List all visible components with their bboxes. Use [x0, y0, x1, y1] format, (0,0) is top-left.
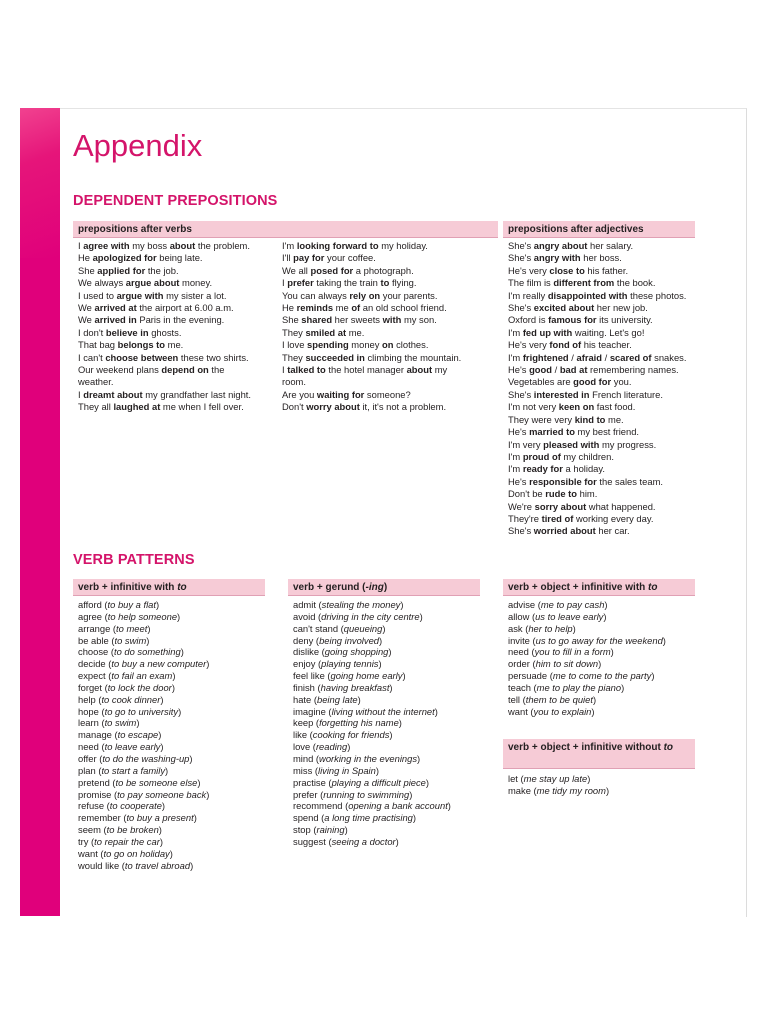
list-item: stop (raining): [293, 824, 348, 836]
list-item: practise (playing a difficult piece): [293, 776, 430, 788]
list-item: avoid (driving in the city centre): [293, 610, 423, 622]
list-item: dislike (going shopping): [293, 646, 392, 658]
list-item: Are you waiting for someone?: [282, 388, 411, 400]
list-item: She shared her sweets with my son.: [282, 314, 437, 326]
list-item: decide (to buy a new computer): [78, 658, 210, 670]
list-item: miss (living in Spain): [293, 764, 379, 776]
list-item: I don't believe in ghosts.: [78, 326, 182, 338]
list-item: help (to cook dinner): [78, 693, 164, 705]
list-item: They smiled at me.: [282, 326, 365, 338]
list-item: She applied for the job.: [78, 264, 179, 276]
list-item: We're sorry about what happened.: [508, 500, 656, 512]
list-item: I'm frightened / afraid / scared of snakes.: [508, 351, 687, 363]
list-item: expect (to fail an exam): [78, 670, 176, 682]
list-item: persuade (me to come to the party): [508, 670, 655, 682]
list-item: imagine (living without the internet): [293, 705, 438, 717]
list-item: Our weekend plans depend on the: [78, 364, 225, 376]
object-infinitive-without-to-list: [508, 773, 698, 797]
list-item: feel like (going home early): [293, 670, 406, 682]
list-item: He's married to my best friend.: [508, 426, 640, 438]
list-item: He's responsible for the sales team.: [508, 475, 663, 487]
list-item: choose (to do something): [78, 646, 184, 658]
list-item: I'm very pleased with my progress.: [508, 438, 657, 450]
list-item: hate (being late): [293, 693, 361, 705]
list-item: They succeeded in climbing the mountain.: [282, 351, 462, 363]
list-item: Vegetables are good for you.: [508, 376, 632, 388]
list-item: can't stand (queueing): [293, 622, 386, 634]
list-item: Oxford is famous for its university.: [508, 314, 653, 326]
list-item: teach (me to play the piano): [508, 681, 625, 693]
verbs-column-header: prepositions after verbs: [73, 221, 498, 238]
list-item: We arrived in Paris in the evening.: [78, 314, 225, 326]
list-item: I can't choose between these two shirts.: [78, 351, 249, 363]
verbs-list-col2: [282, 240, 497, 414]
list-item: I'm looking forward to my holiday.: [282, 240, 428, 251]
list-item: keep (forgetting his name): [293, 717, 402, 729]
list-item: deny (being involved): [293, 634, 383, 646]
list-item: The film is different from the book.: [508, 277, 656, 289]
adjectives-column-header: prepositions after adjectives: [503, 221, 695, 238]
list-item: enjoy (playing tennis): [293, 658, 382, 670]
list-item: He's very fond of his teacher.: [508, 339, 632, 351]
adjectives-list: [508, 240, 698, 538]
list-item: finish (having breakfast): [293, 681, 393, 693]
list-item: I'm fed up with waiting. Let's go!: [508, 326, 645, 338]
list-item: forget (to lock the door): [78, 681, 175, 693]
list-item: We always argue about money.: [78, 277, 213, 289]
verb-patterns-heading: VERB PATTERNS: [73, 552, 195, 568]
object-infinitive-with-to-list: [508, 599, 698, 717]
list-item: love (reading): [293, 741, 351, 753]
list-item: hope (to go to university): [78, 705, 182, 717]
list-item: pretend (to be someone else): [78, 776, 201, 788]
list-item: recommend (opening a bank account): [293, 800, 451, 812]
list-item: want (to go on holiday): [78, 847, 173, 859]
list-item: I used to argue with my sister a lot.: [78, 289, 227, 301]
list-item: He apologized for being late.: [78, 252, 203, 264]
list-item: plan (to start a family): [78, 764, 169, 776]
dependent-prepositions-heading: DEPENDENT PREPOSITIONS: [73, 193, 278, 209]
list-item: order (him to sit down): [508, 658, 602, 670]
list-item: We arrived at the airport at 6.00 a.m.: [78, 302, 234, 314]
list-item: They were very kind to me.: [508, 413, 624, 425]
list-item: I'm ready for a holiday.: [508, 463, 605, 475]
list-item: want (you to explain): [508, 705, 595, 717]
list-item: She's worried about her car.: [508, 525, 630, 537]
verbs-list-col1: [78, 240, 278, 414]
list-item: arrange (to meet): [78, 622, 151, 634]
list-item: Don't be rude to him.: [508, 488, 598, 500]
list-item: They all laughed at me when I fell over.: [78, 401, 244, 413]
infinitive-with-to-header: verb + infinitive with to: [73, 579, 265, 596]
list-item: room.: [282, 376, 306, 388]
list-item: allow (us to leave early): [508, 610, 607, 622]
list-item: manage (to escape): [78, 729, 162, 741]
list-item: advise (me to pay cash): [508, 599, 608, 610]
list-item: She's interested in French literature.: [508, 388, 663, 400]
list-item: I talked to the hotel manager about my: [282, 364, 448, 376]
list-item: spend (a long time practising): [293, 812, 416, 824]
list-item: like (cooking for friends): [293, 729, 393, 741]
list-item: need (to leave early): [78, 741, 164, 753]
list-item: let (me stay up late): [508, 773, 591, 784]
list-item: You can always rely on your parents.: [282, 289, 438, 301]
list-item: agree (to help someone): [78, 610, 181, 622]
list-item: I'm proud of my children.: [508, 450, 614, 462]
list-item: I love spending money on clothes.: [282, 339, 429, 351]
list-item: admit (stealing the money): [293, 599, 404, 610]
object-infinitive-with-to-header: verb + object + infinitive with to: [503, 579, 695, 596]
list-item: promise (to pay someone back): [78, 788, 210, 800]
list-item: I'll pay for your coffee.: [282, 252, 376, 264]
list-item: try (to repair the car): [78, 835, 163, 847]
list-item: weather.: [78, 376, 114, 388]
list-item: I'm not very keen on fast food.: [508, 401, 636, 413]
list-item: That bag belongs to me.: [78, 339, 184, 351]
side-bar-highlight: [20, 108, 60, 258]
list-item: seem (to be broken): [78, 824, 162, 836]
list-item: I prefer taking the train to flying.: [282, 277, 417, 289]
list-item: mind (working in the evenings): [293, 752, 421, 764]
list-item: I agree with my boss about the problem.: [78, 240, 250, 251]
list-item: be able (to swim): [78, 634, 150, 646]
list-item: I dreamt about my grandfather last night.: [78, 388, 251, 400]
list-item: remember (to buy a present): [78, 812, 197, 824]
list-item: prefer (running to swimming): [293, 788, 413, 800]
list-item: afford (to buy a flat): [78, 599, 160, 610]
object-infinitive-without-to-header: verb + object + infinitive without to: [503, 739, 695, 769]
list-item: ask (her to help): [508, 622, 576, 634]
list-item: invite (us to go away for the weekend): [508, 634, 666, 646]
list-item: She's angry with her boss.: [508, 252, 622, 264]
list-item: refuse (to cooperate): [78, 800, 166, 812]
list-item: make (me tidy my room): [508, 784, 610, 796]
list-item: need (you to fill in a form): [508, 646, 614, 658]
list-item: suggest (seeing a doctor): [293, 835, 399, 847]
list-item: would like (to travel abroad): [78, 859, 194, 871]
list-item: I'm really disappointed with these photos.: [508, 289, 687, 301]
list-item: offer (to do the washing-up): [78, 752, 193, 764]
list-item: They're tired of working every day.: [508, 512, 654, 524]
page-title: Appendix: [73, 128, 203, 163]
infinitive-with-to-list: [78, 599, 268, 871]
list-item: He's good / bad at remembering names.: [508, 364, 679, 376]
list-item: She's excited about her new job.: [508, 302, 648, 314]
list-item: tell (them to be quiet): [508, 693, 597, 705]
list-item: learn (to swim): [78, 717, 140, 729]
list-item: Don't worry about it, it's not a problem.: [282, 401, 447, 413]
list-item: He reminds me of an old school friend.: [282, 302, 447, 314]
list-item: He's very close to his father.: [508, 264, 629, 276]
gerund-list: [293, 599, 488, 848]
list-item: She's angry about her salary.: [508, 240, 634, 251]
gerund-header: verb + gerund (-ing): [288, 579, 480, 596]
list-item: We all posed for a photograph.: [282, 264, 414, 276]
